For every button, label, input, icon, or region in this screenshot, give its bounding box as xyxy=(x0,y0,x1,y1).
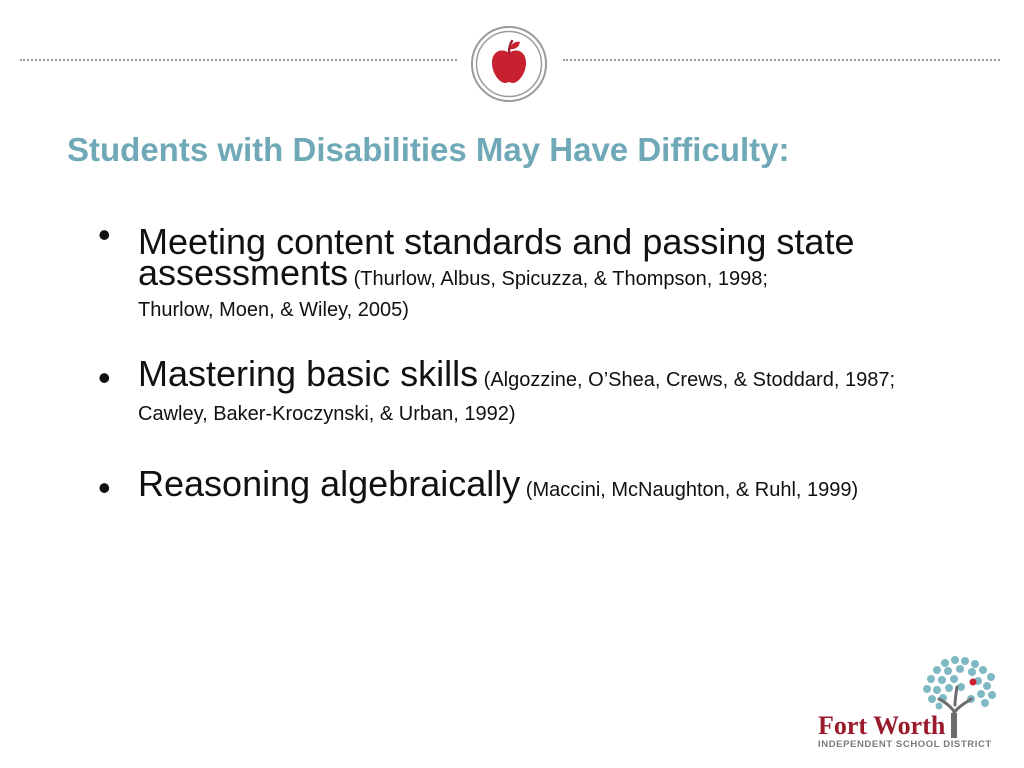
district-subtitle: INDEPENDENT SCHOOL DISTRICT xyxy=(818,739,992,750)
bullet-citation: (Maccini, McNaughton, & Ruhl, 1999) xyxy=(520,479,859,501)
bullet-line-2 xyxy=(138,252,933,296)
bullet-main-text: assessments xyxy=(138,252,349,293)
apple-icon xyxy=(470,25,548,103)
bullet-symbol: • xyxy=(98,467,111,508)
bullet-text xyxy=(138,353,933,433)
bullet-main-text: Reasoning algebraically xyxy=(138,463,521,504)
bullet-citation: (Thurlow, Albus, Spicuzza, & Thompson, 1998; xyxy=(348,268,768,290)
bullet-text xyxy=(138,222,933,324)
bullet-citation: Thurlow, Moen, & Wiley, 2005) xyxy=(138,299,409,321)
bullet-citation: (Algozzine, O’Shea, Crews, & Stoddard, 1987; Cawley, Baker-Kroczynski, & Urban, 1992) xyxy=(138,369,895,425)
header-divider-left xyxy=(20,59,457,61)
bullet-item xyxy=(98,463,933,509)
bullet-main-text: Mastering basic skills xyxy=(138,353,479,394)
bullet-item xyxy=(98,353,933,433)
bullet-item xyxy=(98,214,933,324)
district-name: Fort Worth xyxy=(818,711,946,740)
bullet-text xyxy=(138,463,933,509)
bullet-main-text: Meeting content standards and passing state xyxy=(138,221,855,262)
bullet-symbol: • xyxy=(98,357,111,398)
slide-title: Students with Disabilities May Have Difficulty: xyxy=(67,131,790,168)
header-divider-right xyxy=(563,59,1000,61)
bullet-symbol: • xyxy=(98,214,111,255)
bullet-list xyxy=(98,214,933,509)
